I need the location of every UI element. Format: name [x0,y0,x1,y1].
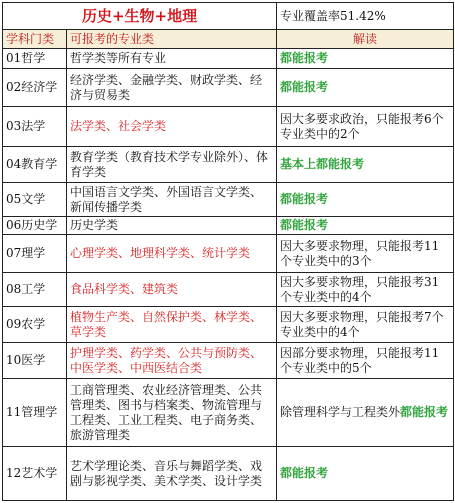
row-majors: 艺术学理论类、音乐与舞蹈学类、戏剧与影视学类、美术学类、设计学类 [67,447,277,501]
row-note: 都能报考 [277,447,454,501]
table-row [3,49,454,69]
row-category: 08工学 [3,273,67,307]
row-majors: 法学类、社会学类 [67,107,277,147]
row-category: 02经济学 [3,69,67,107]
column-header-row [3,30,454,49]
row-majors: 食品科学类、建筑类 [67,273,277,307]
col-header-note: 解读 [277,30,454,49]
row-note: 因大多要求物理，只能报考7个专业类中的4个 [277,307,454,343]
row-note: 因大多要求政治，只能报考6个专业类中的2个 [277,107,454,147]
row-category: 06历史学 [3,217,67,235]
table-row [3,183,454,217]
row-majors: 哲学类等所有专业 [67,49,277,69]
row-category: 10医学 [3,343,67,379]
row-note: 都能报考 [277,183,454,217]
table-row [3,447,454,501]
row-note [277,379,454,447]
row-note: 都能报考 [277,49,454,69]
row-category: 11管理学 [3,379,67,447]
row-category: 01哲学 [3,49,67,69]
coverage-rate: 专业覆盖率51.42% [277,3,454,30]
row-majors: 植物生产类、自然保护类、林学类、草学类 [67,307,277,343]
table-row [3,343,454,379]
subject-table [2,2,454,501]
row-majors: 护理学类、药学类、公共与预防类、中医学类、中西医结合类 [67,343,277,379]
row-note: 因大多要求物理，只能报考11个专业类中的3个 [277,235,454,273]
row-majors: 经济学类、金融学类、财政学类、经济与贸易类 [67,69,277,107]
row-note: 都能报考 [277,217,454,235]
row-note-prefix: 除管理科学与工程类外 [280,405,401,419]
title-row [3,3,454,30]
col-header-category: 学科门类 [3,30,67,49]
row-note: 都能报考 [277,69,454,107]
row-note-highlight: 都能报考 [400,405,449,419]
row-majors: 心理学类、地理科学类、统计学类 [67,235,277,273]
row-majors: 历史学类 [67,217,277,235]
table-row [3,273,454,307]
table-row [3,379,454,447]
table-row [3,147,454,183]
table-row [3,107,454,147]
row-category: 07理学 [3,235,67,273]
row-category: 05文学 [3,183,67,217]
subject-table-sheet [2,2,453,499]
table-row [3,217,454,235]
row-category: 12艺术学 [3,447,67,501]
row-note: 因部分要求物理，只能报考11个专业类中的5个 [277,343,454,379]
row-category: 04教育学 [3,147,67,183]
table-row [3,69,454,107]
row-category: 03法学 [3,107,67,147]
table-row [3,307,454,343]
table-title: 历史+生物+地理 [3,3,277,30]
col-header-majors: 可报考的专业类 [67,30,277,49]
row-category: 09农学 [3,307,67,343]
row-majors: 中国语言文学类、外国语言文学类、新闻传播学类 [67,183,277,217]
row-note: 基本上都能报考 [277,147,454,183]
row-majors: 工商管理类、农业经济管理类、公共管理类、图书与档案类、物流管理与工程类、工业工程类、电子商务类、旅游管理类 [67,379,277,447]
row-majors: 教育学类（教育技术学专业除外）、体育学类 [67,147,277,183]
table-row [3,235,454,273]
row-note: 因大多要求物理，只能报考31个专业类中的4个 [277,273,454,307]
